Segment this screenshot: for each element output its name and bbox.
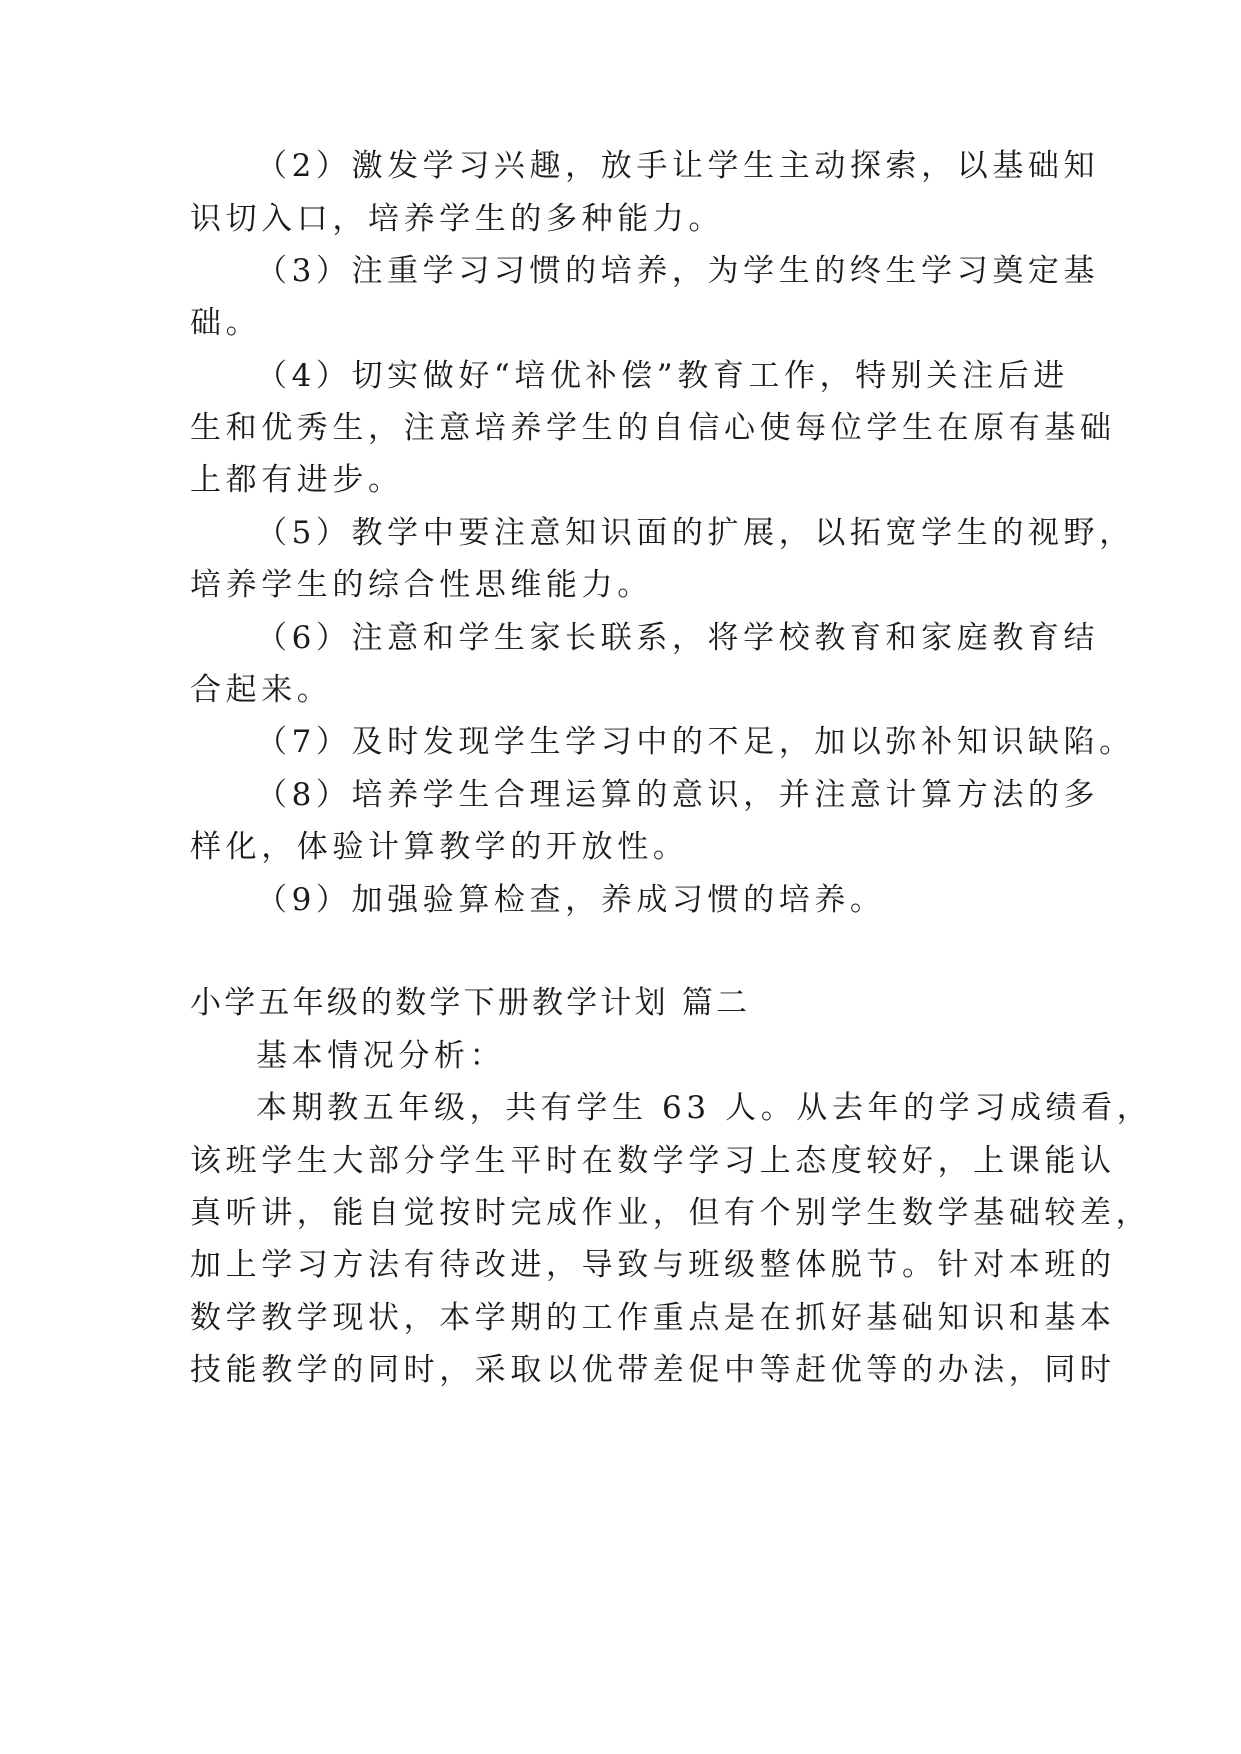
item-2-line-2: 识切入口，培养学生的多种能力。: [190, 201, 724, 237]
item-2-line-1: （2）激发学习兴趣，放手让学生主动探索，以基础知: [256, 148, 1100, 184]
item-6-line-2: 合起来。: [190, 672, 333, 708]
item-4-line-3: 上都有进步。: [190, 462, 404, 498]
item-9-line-1: （9）加强验算检查，养成习惯的培养。: [256, 882, 886, 918]
item-8-line-1: （8）培养学生合理运算的意识，并注意计算方法的多: [256, 777, 1100, 813]
item-5-line-1: （5）教学中要注意知识面的扩展，以拓宽学生的视野，: [256, 515, 1135, 551]
section-title: 小学五年级的数学下册教学计划 篇二: [190, 985, 751, 1021]
paragraph-line-5: 数学教学现状，本学期的工作重点是在抓好基础知识和基本: [190, 1300, 1116, 1336]
item-6-line-1: （6）注意和学生家长联系，将学校教育和家庭教育结: [256, 620, 1100, 656]
paragraph-line-4: 加上学习方法有待改进，导致与班级整体脱节。针对本班的: [190, 1247, 1116, 1283]
item-3-line-2: 础。: [190, 305, 262, 341]
item-8-line-2: 样化，体验计算教学的开放性。: [190, 829, 689, 865]
paragraph-line-2: 该班学生大部分学生平时在数学学习上态度较好，上课能认: [190, 1143, 1116, 1179]
item-7-line-1: （7）及时发现学生学习中的不足，加以弥补知识缺陷。: [256, 724, 1135, 760]
item-4-line-2: 生和优秀生，注意培养学生的自信心使每位学生在原有基础: [190, 410, 1116, 446]
subheading: 基本情况分析：: [256, 1038, 506, 1074]
paragraph-line-3: 真听讲，能自觉按时完成作业，但有个别学生数学基础较差，: [190, 1195, 1152, 1231]
item-5-line-2: 培养学生的综合性思维能力。: [190, 567, 653, 603]
item-4-line-1: （4）切实做好“培优补偿”教育工作，特别关注后进: [256, 358, 1069, 394]
paragraph-line-6: 技能教学的同时，采取以优带差促中等赶优等的办法，同时: [190, 1352, 1116, 1388]
item-3-line-1: （3）注重学习习惯的培养，为学生的终生学习奠定基: [256, 253, 1100, 289]
paragraph-line-1: 本期教五年级，共有学生 63 人。从去年的学习成绩看，: [256, 1090, 1153, 1126]
